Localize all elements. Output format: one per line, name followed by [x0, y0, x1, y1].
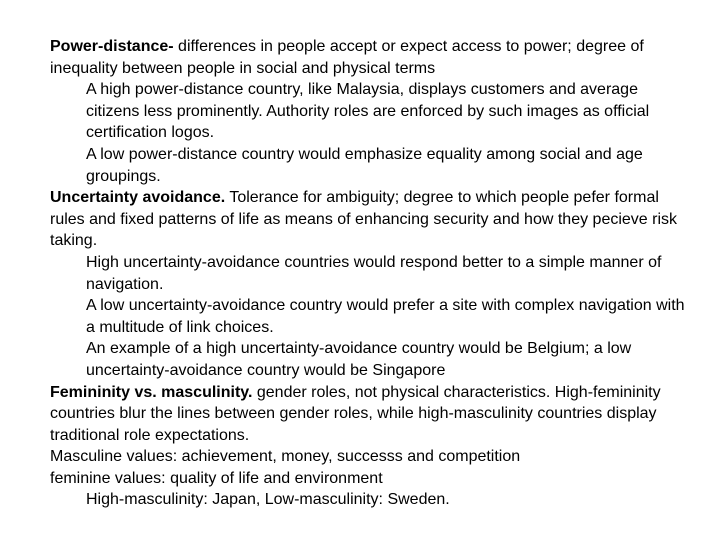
femininity-masculinity-definition [50, 382, 690, 447]
document-body [50, 36, 690, 511]
masculinity-examples: High-masculinity: Japan, Low-masculinity: Sweden. [86, 491, 450, 509]
femininity-masculinity-term: Femininity vs. masculinity. [50, 383, 253, 401]
uncertainty-avoidance-countries-example: An example of a high uncertainty-avoidance country would be Belgium; a low uncertainty-avoidance country would be Singapore [86, 340, 632, 379]
power-distance-definition-text: differences in people accept or expect access to power; degree of inequality between people in social and physical terms [50, 38, 644, 77]
power-distance-high-example: A high power-distance country, like Malaysia, displays customers and average citizens less prominently. Authority roles are enforced by such images as official certification logos. [86, 81, 650, 142]
uncertainty-avoidance-definition [50, 187, 690, 252]
feminine-values: feminine values: quality of life and environment [50, 469, 383, 487]
femininity-masculinity-definition-text: gender roles, not physical characteristics. High-femininity countries blur the lines between gender roles, while high-masculinity countries display traditional role expectations. [50, 383, 661, 444]
uncertainty-avoidance-high-example: High uncertainty-avoidance countries would respond better to a simple manner of navigation. [86, 253, 662, 293]
power-distance-term: Power-distance- [50, 38, 174, 55]
power-distance-definition [50, 36, 690, 79]
uncertainty-avoidance-term: Uncertainty avoidance. [50, 189, 226, 207]
power-distance-low-example: A low power-distance country would emphasize equality among social and age groupings. [86, 145, 643, 185]
uncertainty-avoidance-low-example: A low uncertainty-avoidance country would prefer a site with complex navigation with a multitude of link choices. [86, 297, 685, 336]
masculine-values: Masculine values: achievement, money, successs and competition [50, 448, 521, 466]
uncertainty-avoidance-definition-text: Tolerance for ambiguity; degree to which people pefer formal rules and fixed patterns of life as means of enhancing security and how they pecieve risk taking. [50, 189, 678, 250]
